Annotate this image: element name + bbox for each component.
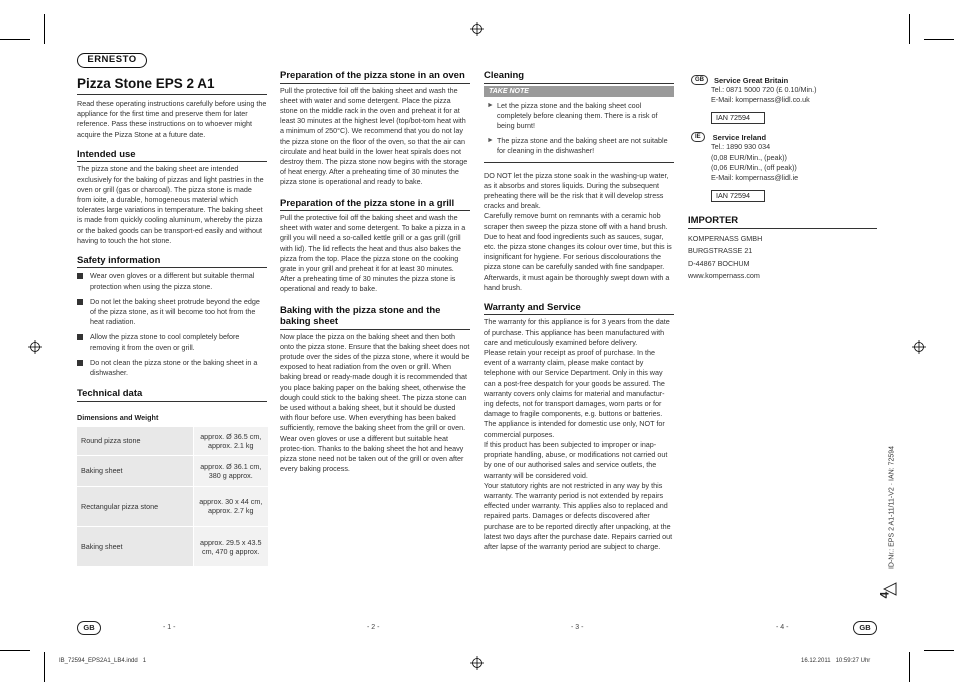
crop-mark [909, 652, 910, 682]
dimensions-table [77, 426, 268, 567]
table-cell-value: approx. Ø 36.1 cm, 380 g approx. [193, 455, 268, 486]
note-item: ► Let the pizza stone and the baking sheet cool completely before cleaning them. There is a risk of being burnt! [487, 100, 658, 130]
baking-text: Now place the pizza on the baking sheet and then both onto the pizza stone. Ensure that the baking sheet does not protude over the sides of the pizza stone, where it would be exposed to heat radiation from the oven or grill. When baking bread or ready-made dough it is recommended that you place baking paper on the baking sheet, otherwise the dough could stick to the baking sheet. The pizza stone can be used without a baking sheet, but it should be dusted with flour before use. When everything has been baked sufficiently, remove the baking sheet from the grill or oven. Wear oven gloves or use a different but suitable heat protec-tion. Thanks to the baking sheet the hot and heavy pizza stone need not be taken out of the grill or oven after every baking process. [280, 331, 470, 474]
page-number: - 2 - [367, 624, 380, 631]
bullet-square-icon [77, 360, 83, 366]
service-gb-email: E-Mail: kompernass@lidl.co.uk [711, 95, 810, 105]
safety-item: Wear oven gloves or a different but suitable thermal protection when using the pizza stone. [77, 271, 267, 291]
service-ie-tel: Tel.: 1890 930 034 [711, 142, 771, 152]
arrow-right-icon: ► [487, 137, 494, 145]
divider [77, 401, 267, 402]
section-heading-prep-grill: Preparation of the pizza stone in a grill [280, 197, 455, 209]
dimensions-subheading: Dimensions and Weight [77, 412, 159, 422]
table-row [77, 486, 268, 526]
table-cell-name: Baking sheet [77, 455, 193, 486]
bullet-square-icon [77, 299, 83, 305]
registration-mark-icon [912, 340, 926, 354]
table-cell-value: approx. 29.5 x 43.5 cm, 470 g approx. [193, 526, 268, 566]
warranty-text-4: Your statutory rights are not restricted in any way by this warranty. The warranty period is not extended by repairs effected under warranty. This applies also to replaced and repaired parts. Damages or defects discovered after purchase are to be reported directly after unpacking, at the latest two days after the purchase date. Repairs carried out after lapse of the warranty period are subject to charge. [484, 480, 673, 551]
column-1 [77, 70, 267, 566]
language-badge-right: GB [853, 621, 877, 635]
side-label-wrap [886, 430, 898, 590]
safety-item: Do not let the baking sheet protrude beyond the edge of the pizza stone, as it will become too hot from the heat radiation. [77, 297, 267, 328]
divider [484, 162, 674, 163]
service-ie-rate-offpeak: (0,06 EUR/Min., (off peak)) [711, 162, 797, 172]
crop-mark [924, 650, 954, 651]
bullet-square-icon [77, 273, 83, 279]
language-badge-left: GB [77, 621, 101, 635]
section-heading-cleaning: Cleaning [484, 70, 525, 81]
side-label: ID-Nr.: EPS 2 A1-11/11-V2 · IAN: 72594 [888, 445, 896, 570]
country-badge: GB [691, 75, 708, 85]
service-ie-email: E-Mail: kompernass@lidl.ie [711, 173, 799, 183]
page-number: - 1 - [163, 624, 176, 631]
crop-mark [909, 14, 910, 44]
divider [484, 314, 674, 315]
section-heading-technical: Technical data [77, 388, 143, 400]
service-ie-rate-peak: (0,08 EUR/Min., (peak)) [711, 152, 787, 162]
divider [280, 329, 470, 330]
divider [688, 228, 877, 229]
divider [280, 210, 470, 211]
country-badge: IE [691, 132, 705, 142]
take-note-banner: TAKE NOTE [484, 86, 674, 97]
safety-item: Allow the pizza stone to cool completely before removing it from the oven or grill. [77, 332, 267, 352]
section-heading-baking: Baking with the pizza stone and the baking sheet [280, 304, 441, 328]
brand-logo: ERNESTO [77, 53, 147, 68]
warranty-text-1: The warranty for this appliance is for 3 years from the date of purchase. This appliance has been manufactured with care and meticulously examined before delivery. [484, 317, 670, 347]
table-cell-value: approx. Ø 36.5 cm, approx. 2.1 kg [193, 426, 268, 455]
divider [77, 161, 267, 162]
importer-line: KOMPERNASS GMBH [688, 233, 763, 243]
page-number: - 3 - [571, 624, 584, 631]
page-title: Pizza Stone EPS 2 A1 [77, 76, 215, 91]
importer-line: BURGSTRASSE 21 [688, 246, 753, 256]
table-cell-name: Rectangular pizza stone [77, 486, 193, 526]
warranty-text-2: Please retain your receipt as proof of purchase. In the event of a warranty claim, please make contact by telephone with our Service Department. Only in this way can a post-free despatch for your goods be assured. The warranty covers only claims for material and manufactur-ing defects, not for transport damages, worn parts or for damage to fragile components, e.g. buttons or batteries. The appliance is intended for domestic use only, NOT for commercial purposes. [484, 348, 665, 439]
page-marker [877, 586, 898, 616]
table-cell-name: Round pizza stone [77, 426, 193, 455]
crop-mark [44, 14, 45, 44]
safety-item: Do not clean the pizza stone or the baking sheet in a dishwasher. [77, 358, 267, 378]
table-cell-name: Baking sheet [77, 526, 193, 566]
intended-use-text: The pizza stone and the baking sheet are intended exclusively for the baking of pizzas and light pastries in the oven or grill (gas or charcoal). The pizza stone is made from ioite, a durable, homogeneous material which tolerates large variations in temperature. The baking sheet is made from quickly cooling aluminum, whereby the pizza or the baked goods can be transport-ed easily and without having to touch the hot stone. [77, 164, 264, 245]
table-cell-value: approx. 30 x 44 cm, approx. 2.7 kg [193, 486, 268, 526]
crop-mark [0, 39, 30, 40]
section-heading-warranty: Warranty and Service [484, 301, 581, 313]
intro-text: Read these operating instructions carefully before using the appliance for the first time and preserve them for later reference. Pass these instructions on to whoever might acquire the Pizza Stone at a future date. [77, 99, 267, 139]
prep-grill-text: Pull the protective foil off the baking sheet and wash the sheet with water and some detergent. To bake a pizza in a grill you will need a so-called kettle grill or a gas grill (grill with lid). The lid reflects the heat and thus also bakes the pizza from the top. Place the pizza stone on the cooking grate in your grill and preheat it for at least 30 minutes. After a preheating time of 30 minutes the pizza stone is operational and ready to bake. [280, 213, 466, 294]
section-heading-prep-oven: Preparation of the pizza stone in an oven [280, 70, 465, 81]
triangle-icon [883, 582, 897, 596]
divider [77, 94, 267, 95]
registration-mark-icon [470, 22, 484, 36]
prep-oven-text: Pull the protective foil off the baking sheet and wash the sheet with water and some detergent. Place the pizza stone on the middle rack in the oven and preheat it for at least 30 minutes at the highest level (top/bot-tom heat with a minimum of 250°C). We recommend that you do not lay the pizza stone on the floor of the oven, so that the air can circulate and heat build in the lower heat spirals does not destroy them. The pizza stone now begins with the storage of heat energy. After a preheating time of 30 minutes the pizza stone is operational and ready to bake. [280, 85, 468, 187]
cleaning-text-2: Carefully remove burnt on remnants with a ceramic hob scraper then sweep the pizza stone off with a hand brush. Due to heat and food ingredients such as sauces, sugar, etc. the pizza stone changes its colour over time, but this is insignificant for hygiene. For serious discolourations the pizza stone can be carefully sanded with fine sandpaper. Afterwards, it must again be thoroughly swept down with a hand brush. [484, 211, 672, 292]
ian-box: IAN 72594 [711, 190, 765, 202]
service-title: Service Ireland [712, 132, 767, 142]
warranty-text-3: If this product has been subjected to improper or inap-propriate handling, abuse, or modifications not carried out by one of our authorised sales and service outlets, the warranty will be considered void. [484, 439, 668, 480]
page-number: - 4 - [776, 624, 789, 631]
section-heading-intended-use: Intended use [77, 148, 136, 160]
column-2 [280, 70, 470, 475]
note-item: ► The pizza stone and the baking sheet are not suitable for cleaning in the dishwasher! [487, 136, 668, 156]
table-row [77, 455, 268, 486]
importer-line: D-44867 BOCHUM [688, 258, 750, 268]
crop-mark [44, 652, 45, 682]
service-gb [688, 75, 878, 85]
service-ie [688, 132, 878, 142]
bullet-square-icon [77, 334, 83, 340]
divider [280, 83, 470, 84]
crop-mark [0, 650, 30, 651]
date-info: 16.12.2011 10:59:27 Uhr [801, 658, 871, 664]
service-gb-tel: Tel.: 0871 5000 720 (£ 0.10/Min.) [711, 85, 817, 94]
arrow-right-icon: ► [487, 101, 494, 109]
section-heading-importer: IMPORTER [688, 215, 739, 227]
file-info: IB_72594_EPS2A1_LB4.indd 1 [59, 658, 147, 664]
service-title: Service Great Britain [714, 75, 789, 85]
divider [77, 267, 267, 268]
cleaning-text-1: DO NOT let the pizza stone soak in the washing-up water, as it absorbs and stores liquids. During the subsequent preheating there will be the risk that it will develop stress cracks and break. [484, 170, 669, 211]
importer-line: www.kompernass.com [688, 271, 760, 281]
registration-mark-icon [470, 656, 484, 670]
divider [484, 83, 674, 84]
side-page-number: 4 [877, 591, 892, 599]
section-heading-safety: Safety information [77, 254, 161, 266]
table-row [77, 426, 268, 455]
column-3 [484, 70, 674, 552]
table-row [77, 526, 268, 566]
registration-mark-icon [28, 340, 42, 354]
column-4 [688, 75, 878, 283]
ian-box: IAN 72594 [711, 112, 765, 124]
crop-mark [924, 39, 954, 40]
